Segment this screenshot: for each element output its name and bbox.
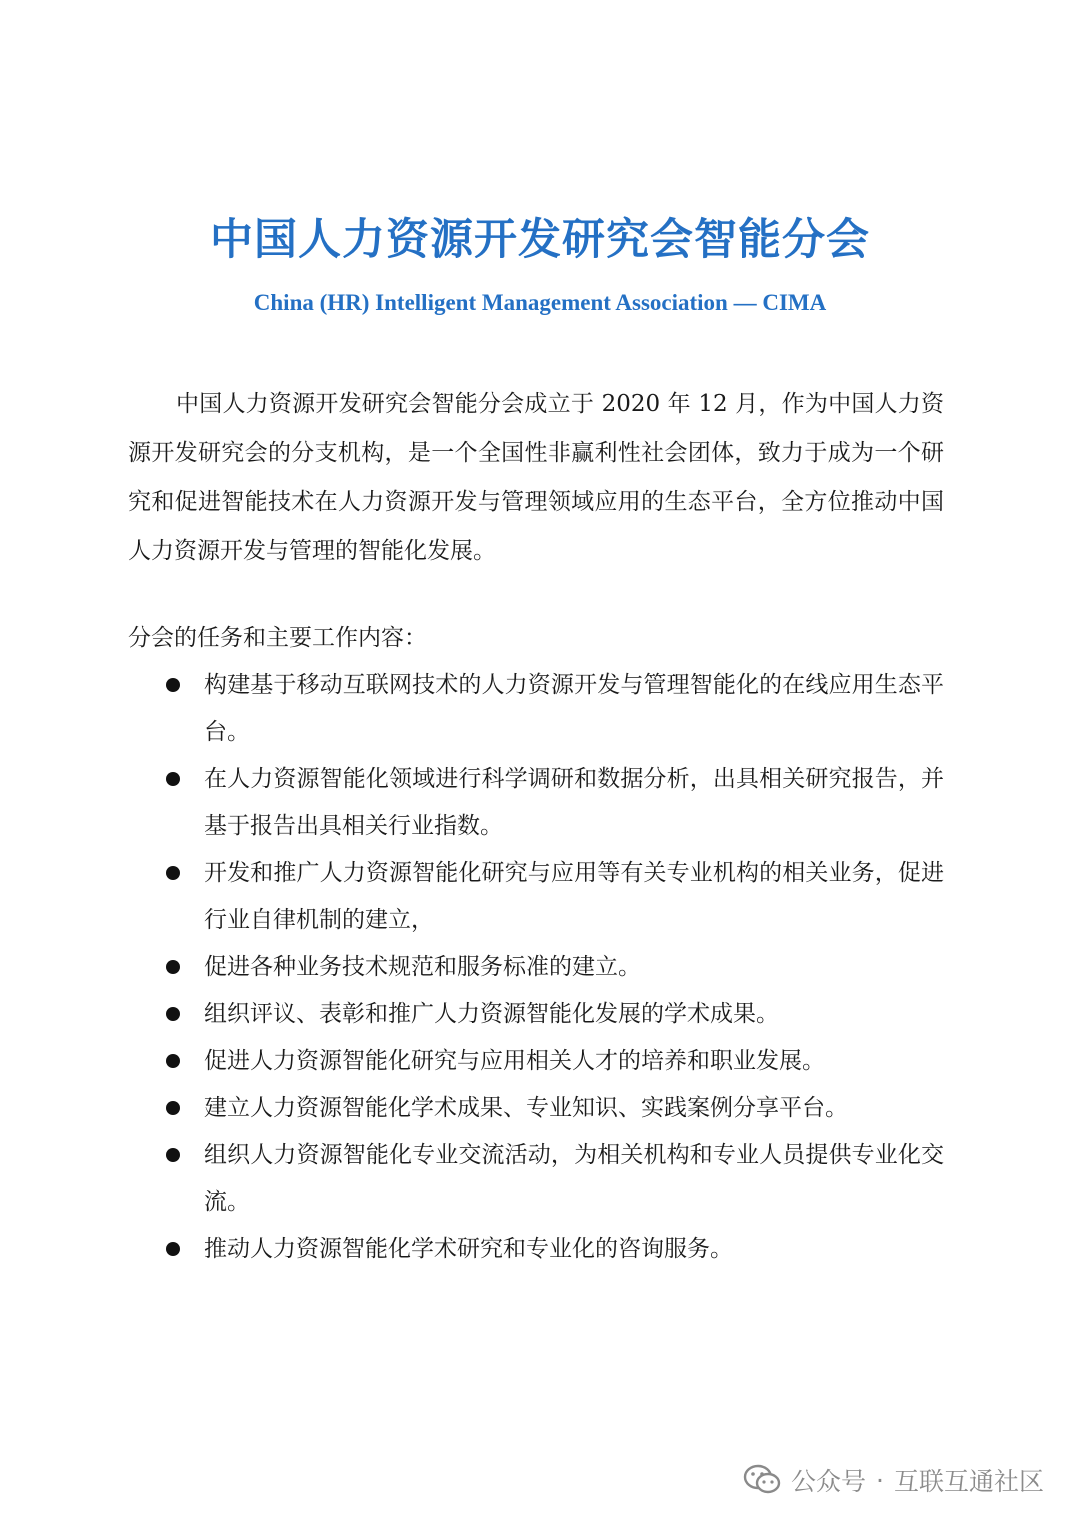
footer-account: 互联互通社区 xyxy=(893,1467,1044,1496)
task-text: 组织评议、表彰和推广人力资源智能化发展的学术成果。 xyxy=(204,1001,779,1027)
bullet-icon xyxy=(166,1054,180,1068)
task-text: 建立人力资源智能化学术成果、专业知识、实践案例分享平台。 xyxy=(204,1095,848,1121)
task-item xyxy=(160,756,944,850)
footer-separator: · xyxy=(876,1465,884,1495)
task-text: 在人力资源智能化领域进行科学调研和数据分析，出具相关研究报告，并基于报告出具相关行业指数。 xyxy=(204,766,944,839)
task-item xyxy=(160,944,944,991)
task-text: 推动人力资源智能化学术研究和专业化的咨询服务。 xyxy=(204,1236,733,1262)
task-text: 构建基于移动互联网技术的人力资源开发与管理智能化的在线应用生态平台。 xyxy=(204,672,944,745)
bullet-icon xyxy=(166,1007,180,1021)
page-title: 中国人力资源开发研究会智能分会 xyxy=(210,215,870,265)
task-list xyxy=(160,662,944,1273)
page-subtitle: China (HR) Intelligent Management Association — CIMA xyxy=(253,290,827,315)
task-item xyxy=(160,850,944,944)
bullet-icon xyxy=(166,678,180,692)
bullet-icon xyxy=(166,960,180,974)
task-item xyxy=(160,991,944,1038)
wechat-icon xyxy=(743,1464,781,1496)
bullet-icon xyxy=(166,1101,180,1115)
bullet-icon xyxy=(166,866,180,880)
bullet-icon xyxy=(166,1148,180,1162)
tasks-heading: 分会的任务和主要工作内容： xyxy=(128,625,427,651)
task-text: 开发和推广人力资源智能化研究与应用等有关专业机构的相关业务，促进行业自律机制的建立， xyxy=(204,860,944,933)
task-item xyxy=(160,1085,944,1132)
intro-paragraph: 中国人力资源开发研究会智能分会成立于 2020 年 12 月，作为中国人力资源开发研究会的分支机构，是一个全国性非赢利性社会团体，致力于成为一个研究和促进智能技术在人力资源开发与管理领域应用的生态平台，全方位推动中国人力资源开发与管理的智能化发展。 xyxy=(128,391,944,564)
task-text: 组织人力资源智能化专业交流活动，为相关机构和专业人员提供专业化交流。 xyxy=(204,1142,944,1215)
bullet-icon xyxy=(166,772,180,786)
task-item xyxy=(160,1226,944,1273)
bullet-icon xyxy=(166,1242,180,1256)
task-item xyxy=(160,1132,944,1226)
task-text: 促进人力资源智能化研究与应用相关人才的培养和职业发展。 xyxy=(204,1048,825,1074)
task-item xyxy=(160,662,944,756)
task-text: 促进各种业务技术规范和服务标准的建立。 xyxy=(204,954,641,980)
footer-label: 公众号 xyxy=(791,1467,867,1496)
wechat-watermark xyxy=(743,1462,1044,1498)
task-item xyxy=(160,1038,944,1085)
